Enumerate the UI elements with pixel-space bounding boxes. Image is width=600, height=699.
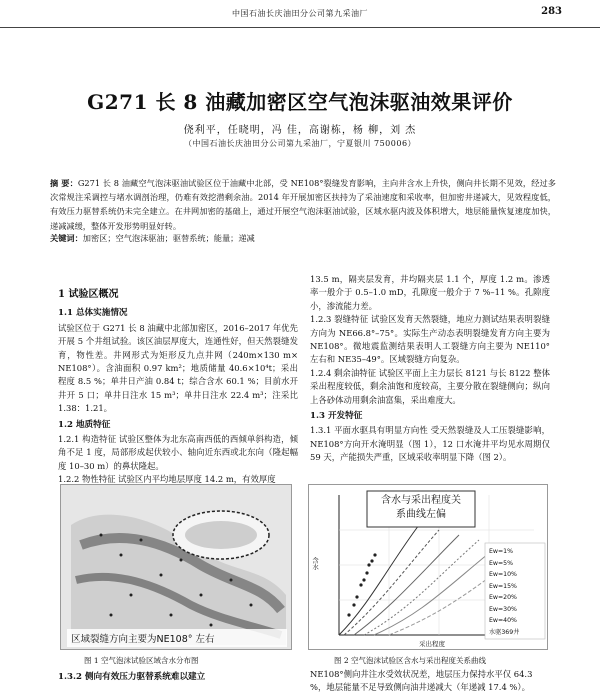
paragraph: 13.5 m，隔夹层发育，井均隔夹层 1.1 个，厚度 1.2 m。渗透率一般介于 0.5–1.0 mD，孔隙度一般介于 7 %–11 %。孔隙度小，渗流能力差。 — [310, 274, 550, 311]
legend-item: Ew=40% — [489, 617, 517, 624]
legend-item: Ew=20% — [489, 594, 517, 601]
abstract-label: 摘 要： — [50, 178, 78, 188]
author-list: 侥利平，任晓明，冯 佳，高谢栋，杨 柳，刘 杰 — [183, 125, 417, 136]
paper-title: G271 长 8 油藏加密区空气泡沫驱油效果评价 — [87, 90, 513, 114]
running-header — [0, 0, 600, 28]
affiliation: （中国石油长庆油田分公司第九采油厂，宁夏银川 750006） — [183, 139, 417, 148]
figure-2-annotation — [371, 494, 471, 522]
abstract-text: G271 长 8 油藏空气泡沫驱油试验区位于油藏中北部，受 NE108°裂缝发育影响，主向井含水上升快，侧向井长期不见效，经过多次常规注采调控与堵水调剖治理，仍难有效挖潜剩余油。2014 年开展加密区扶持为了采油速度和采收率，但加密井递减大，见效程度低，有效压力驱替系统仍未完全建立。在井网加密的基础上，通过开展空气泡沫驱油试验，区域水驱内波及体积增大，地层能量恢复速度加快，递减减缓，整体开发形势明显好转。 — [50, 178, 556, 231]
bottom-right-text: NE108°侧向井注水受效状况差，地层压力保持水平仅 64.3 %，地层能量不足导致侧向油井递减大（年递减 17.4 %）。 — [310, 669, 533, 692]
annotation-line-1: 含水与采出程度关 — [381, 495, 461, 506]
figure-2-chart — [308, 484, 548, 650]
y-axis-label: 含水 — [311, 557, 319, 570]
page-number: 283 — [541, 6, 562, 17]
subsection-heading: 1.3.2 侧向有效压力驱替系统难以建立 — [58, 672, 206, 682]
keywords — [50, 233, 556, 244]
x-axis-label: 采出程度 — [419, 640, 445, 648]
bottom-left-text — [58, 668, 298, 685]
legend-item: 水驱369井 — [489, 628, 520, 636]
legend-item: Ew=15% — [489, 582, 517, 590]
left-column — [58, 280, 298, 487]
figure-2-caption: 图 2 空气泡沫试验区含水与采出程度关系曲线 — [334, 656, 487, 665]
legend-item: Ew=1% — [489, 548, 513, 555]
figure-1-caption: 图 1 空气泡沫试验区域含水分布图 — [84, 656, 199, 665]
keywords-text: 加密区；空气泡沫驱油；驱替系统；能量；递减 — [82, 233, 255, 243]
legend-item: Ew=5% — [489, 559, 513, 567]
subsection-heading: 1.2 地质特征 — [58, 419, 111, 430]
right-column — [310, 273, 550, 465]
paragraph: 1.2.4 剩余油特征 试验区平面上主力层长 8121 与长 8122 整体采出程度较低，剩余油饱和度较高，主要分散在裂缝侧向；纵向上各砂体动用剩余油富集，采出难度大。 — [310, 367, 550, 405]
paragraph: 1.3.1 平面水驱具有明显方向性 受天然裂缝及人工压裂缝影响，NE108°方向开水淹明显（图 1），12 口水淹井平均见水周期仅 59 天，产能损失严重，区域采收率明显下降（图 2）。 — [310, 425, 550, 463]
subsection-heading: 1.1 总体实施情况 — [58, 308, 128, 319]
subsection-heading: 1.3 开发特征 — [310, 411, 363, 422]
figure-1-map — [60, 484, 292, 650]
paragraph: 1.2.1 构造特征 试验区整体为北东高南西低的西倾单斜构造，倾角不足 1 度，局部形成起伏较小、轴向近东西或北东向（隆起幅度 10–30 m）的鼻状隆起。 — [58, 434, 298, 471]
abstract — [50, 176, 556, 233]
legend-item: Ew=10% — [489, 571, 517, 578]
journal-line: 中国石油长庆油田分公司第九采油厂 — [232, 9, 368, 18]
map-graphic — [61, 485, 292, 650]
annotation-line-2: 系曲线左偏 — [396, 509, 446, 520]
legend-item: Ew=30% — [489, 605, 517, 613]
section-heading: 1 试验区概况 — [58, 289, 119, 300]
figure-2-legend — [489, 546, 519, 638]
paragraph: 1.2.3 裂缝特征 试验区发育天然裂缝，地应力测试结果表明裂缝方向为 NE66.8°–75°。实际生产动态表明裂缝发育方向主要为 NE108°。微地震监测结果表明人工裂缝方向主要为 NE110° 左右和 NE35–49°。区域裂缝方向复杂。 — [310, 314, 550, 365]
figure-1-annotation: 区域裂缝方向主要为NE108° 左右 — [71, 634, 215, 645]
paragraph: 1.2.2 物性特征 试验区内平均地层厚度 14.2 m，有效厚度 — [58, 474, 276, 485]
keywords-label: 关键词： — [50, 233, 83, 243]
paragraph: 试验区位于 G271 长 8 油藏中北部加密区，2016–2017 年优先开展 5 个井组试验。该区油层厚度大，连通性好，但天然裂缝发育，物性差。井网形式为矩形反九点井网（240m×130 m× NE108°）。含油面积 0.97 km²；地质储量 40.6×10⁴t；采出程度 8.5 %；单井日产油 0.84 t；综合含水 60.1 %；目前水开井开 5 口；单井日注水 15 m³；单井日注水 22.4 m³；注采比 1.38：1.21。 — [58, 322, 298, 414]
